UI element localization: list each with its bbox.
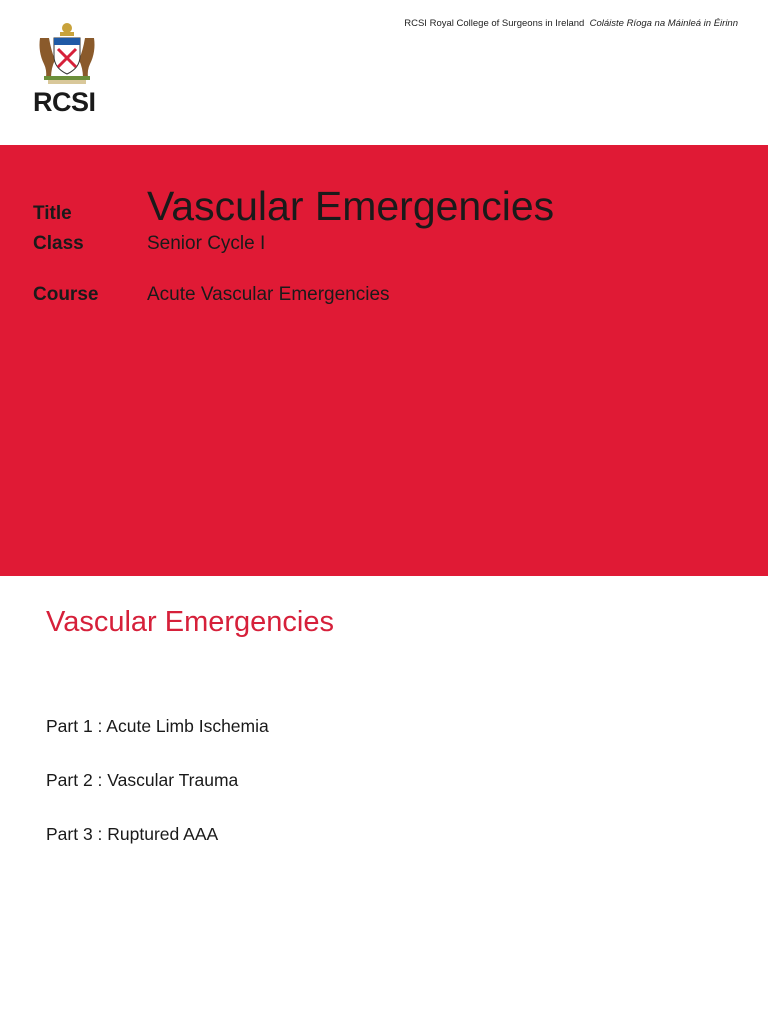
course-value: Acute Vascular Emergencies (147, 284, 390, 305)
college-name-english: RCSI Royal College of Surgeons in Ireland (404, 18, 585, 29)
college-name-line (378, 18, 738, 29)
parts-list (46, 714, 269, 876)
class-value: Senior Cycle I (147, 233, 266, 254)
college-name-irish: Coláiste Ríoga na Máinleá in Éirinn (589, 18, 738, 29)
page-header (0, 0, 768, 145)
document-title: Vascular Emergencies (147, 183, 555, 229)
section-heading: Vascular Emergencies (46, 606, 334, 638)
list-item: Part 2 : Vascular Trauma (46, 770, 239, 790)
class-label: Class (33, 233, 84, 254)
course-label: Course (33, 284, 99, 305)
rcsi-logo-text: RCSI (33, 87, 96, 117)
list-item: Part 3 : Ruptured AAA (46, 824, 219, 844)
title-label: Title (33, 203, 72, 224)
list-item: Part 1 : Acute Limb Ischemia (46, 716, 269, 736)
coat-of-arms-icon (36, 18, 98, 86)
cover-band (0, 145, 768, 576)
